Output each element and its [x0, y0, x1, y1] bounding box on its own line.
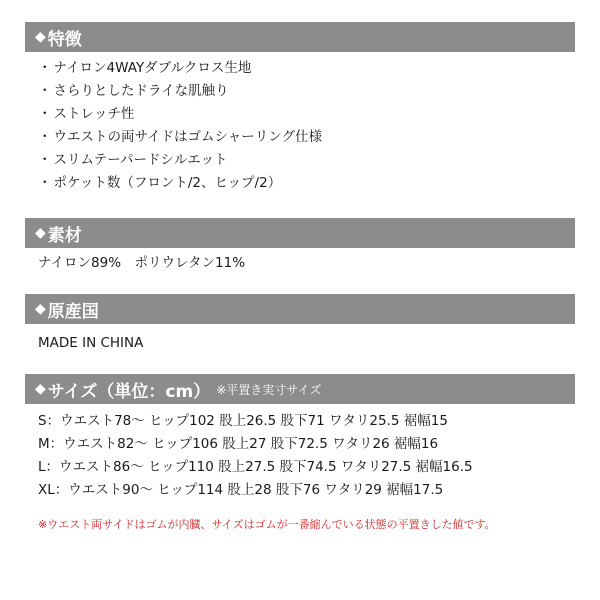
- material-text: ナイロン89% ポリウレタン11%: [38, 255, 246, 271]
- features-title: 特徴: [47, 29, 82, 50]
- size-row: XL：ウエスト90～ ヒップ114 股上28 股下76 ワタリ29 裾幅17.5: [38, 482, 444, 498]
- feature-item: ・ ポケット数（フロント/2、ヒップ/2）: [38, 175, 282, 191]
- material-header: [25, 218, 575, 248]
- feature-item: ・ スリムテーパードシルエット: [38, 152, 228, 168]
- feature-item: ・ さらりとしたドライな肌触り: [38, 83, 229, 99]
- diamond-icon: ◆: [35, 381, 46, 397]
- features-header: [25, 22, 575, 52]
- origin-title: 原産国: [47, 301, 99, 322]
- origin-text: MADE IN CHINA: [38, 335, 144, 351]
- material-title: 素材: [47, 225, 82, 246]
- size-row: L：ウエスト86～ ヒップ110 股上27.5 股下74.5 ワタリ27.5 裾幅16.5: [38, 459, 473, 475]
- origin-header: [25, 294, 575, 324]
- size-row: S：ウエスト78～ ヒップ102 股上26.5 股下71 ワタリ25.5 裾幅15: [38, 413, 448, 429]
- diamond-icon: ◆: [35, 29, 46, 45]
- feature-item: ・ ナイロン4WAYダブルクロス生地: [38, 60, 252, 76]
- diamond-icon: ◆: [35, 225, 46, 241]
- feature-item: ・ ウエストの両サイドはゴムシャーリング仕様: [38, 129, 323, 145]
- diamond-icon: ◆: [35, 301, 46, 317]
- size-warning: ※ウエスト両サイドはゴムが内臓、サイズはゴムが一番縮んでいる状態の平置きした値です。: [38, 518, 496, 531]
- feature-item: ・ ストレッチ性: [38, 106, 135, 122]
- sizes-title: サイズ（単位：cm）: [47, 381, 211, 402]
- sizes-note: ※平置き実寸サイズ: [216, 382, 322, 397]
- sizes-header: [25, 374, 575, 404]
- size-row: M：ウエスト82～ ヒップ106 股上27 股下72.5 ワタリ26 裾幅16: [38, 436, 439, 452]
